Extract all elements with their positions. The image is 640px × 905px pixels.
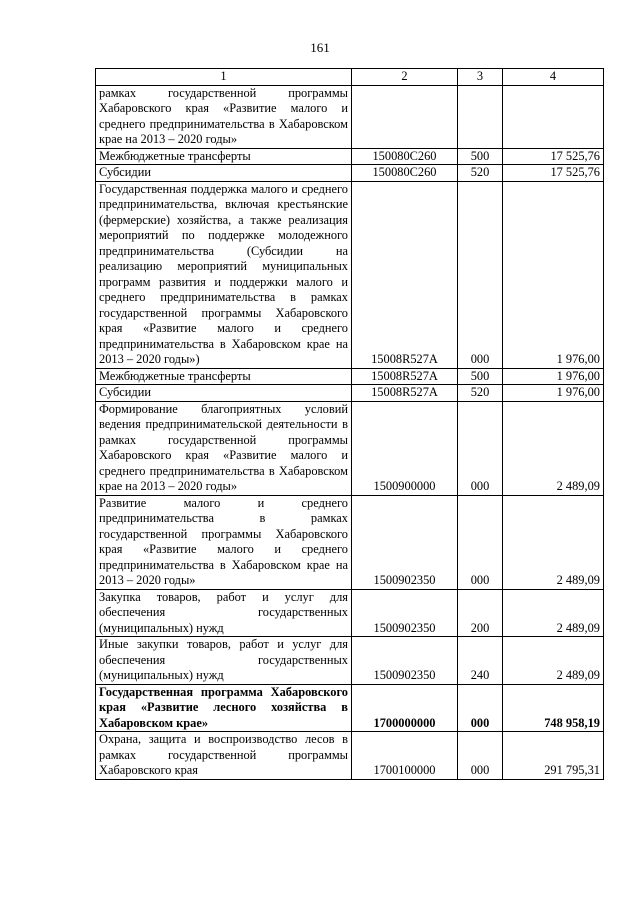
row-amount-cell: 17 525,76: [503, 148, 604, 165]
table-row: [96, 181, 604, 368]
row-name-cell: Иные закупки товаров, работ и услуг для обеспечения государственных (муниципальных) нужд: [96, 637, 352, 685]
column-header-name: 1: [96, 69, 352, 86]
row-amount-cell: 1 976,00: [503, 368, 604, 385]
column-header-code: 2: [352, 69, 458, 86]
row-type-cell: 520: [458, 385, 503, 402]
row-type-cell: 000: [458, 495, 503, 589]
row-type-cell: 520: [458, 165, 503, 182]
row-type-cell: 000: [458, 684, 503, 732]
table-row: [96, 85, 604, 148]
row-code-cell: [352, 85, 458, 148]
table-body: [96, 85, 604, 779]
row-code-cell: 15008R527А: [352, 181, 458, 368]
row-name-cell: Формирование благоприятных условий ведения предпринимательской деятельности в рамках государственной программы Хабаровского края «Развитие малого и среднего предпринимательства в Хабаровском крае на 2013 – 2020 годы»: [96, 401, 352, 495]
row-name-cell: Охрана, защита и воспроизводство лесов в рамках государственной программы Хабаровского края: [96, 732, 352, 780]
row-amount-cell: 17 525,76: [503, 165, 604, 182]
row-code-cell: 15008R527А: [352, 368, 458, 385]
row-name-cell: рамках государственной программы Хабаровского края «Развитие малого и среднего предпринимательства в Хабаровском крае на 2013 – 2020 годы»: [96, 85, 352, 148]
table-row: [96, 684, 604, 732]
row-name-cell: Закупка товаров, работ и услуг для обеспечения государственных (муниципальных) нужд: [96, 589, 352, 637]
row-code-cell: 150080С260: [352, 148, 458, 165]
table-row: [96, 385, 604, 402]
budget-table: [95, 68, 604, 780]
row-type-cell: 500: [458, 148, 503, 165]
column-header-type: 3: [458, 69, 503, 86]
row-amount-cell: [503, 85, 604, 148]
row-name-cell: Субсидии: [96, 165, 352, 182]
row-code-cell: 1700100000: [352, 732, 458, 780]
row-name-cell: Межбюджетные трансферты: [96, 148, 352, 165]
table-header-row: [96, 69, 604, 86]
row-amount-cell: 1 976,00: [503, 181, 604, 368]
table-row: [96, 589, 604, 637]
row-name-cell: Государственная поддержка малого и среднего предпринимательства, включая крестьянские (фермерские) хозяйства, а также реализация мероприятий по поддержке молодежного предпринимательства (Субсидии на реализацию мероприятий муниципальных программ развития и поддержки малого и среднего предпринимательства в рамках государственной программы Хабаровского края «Развитие малого и среднего предпринимательства в Хабаровском крае на 2013 – 2020 годы»): [96, 181, 352, 368]
row-type-cell: 000: [458, 181, 503, 368]
row-type-cell: 000: [458, 401, 503, 495]
table-row: [96, 401, 604, 495]
row-amount-cell: 291 795,31: [503, 732, 604, 780]
table-row: [96, 148, 604, 165]
page-number: 161: [310, 40, 330, 55]
row-code-cell: 1500900000: [352, 401, 458, 495]
row-code-cell: 1500902350: [352, 637, 458, 685]
row-code-cell: 1700000000: [352, 684, 458, 732]
column-header-amount: 4: [503, 69, 604, 86]
row-name-cell: Межбюджетные трансферты: [96, 368, 352, 385]
row-name-cell: Развитие малого и среднего предпринимательства в рамках государственной программы Хабаровского края «Развитие малого и среднего предпринимательства в Хабаровском крае на 2013 – 2020 годы»: [96, 495, 352, 589]
row-type-cell: 500: [458, 368, 503, 385]
row-type-cell: 240: [458, 637, 503, 685]
row-amount-cell: 748 958,19: [503, 684, 604, 732]
row-type-cell: [458, 85, 503, 148]
table-row: [96, 495, 604, 589]
row-amount-cell: 2 489,09: [503, 637, 604, 685]
row-amount-cell: 2 489,09: [503, 589, 604, 637]
row-amount-cell: 2 489,09: [503, 401, 604, 495]
row-code-cell: 15008R527А: [352, 385, 458, 402]
row-name-cell: Субсидии: [96, 385, 352, 402]
row-code-cell: 1500902350: [352, 589, 458, 637]
row-name-cell: Государственная программа Хабаровского края «Развитие лесного хозяйства в Хабаровском крае»: [96, 684, 352, 732]
table-row: [96, 637, 604, 685]
table-row: [96, 165, 604, 182]
row-amount-cell: 2 489,09: [503, 495, 604, 589]
row-type-cell: 200: [458, 589, 503, 637]
table-row: [96, 732, 604, 780]
row-type-cell: 000: [458, 732, 503, 780]
table-row: [96, 368, 604, 385]
row-amount-cell: 1 976,00: [503, 385, 604, 402]
row-code-cell: 1500902350: [352, 495, 458, 589]
row-code-cell: 150080С260: [352, 165, 458, 182]
